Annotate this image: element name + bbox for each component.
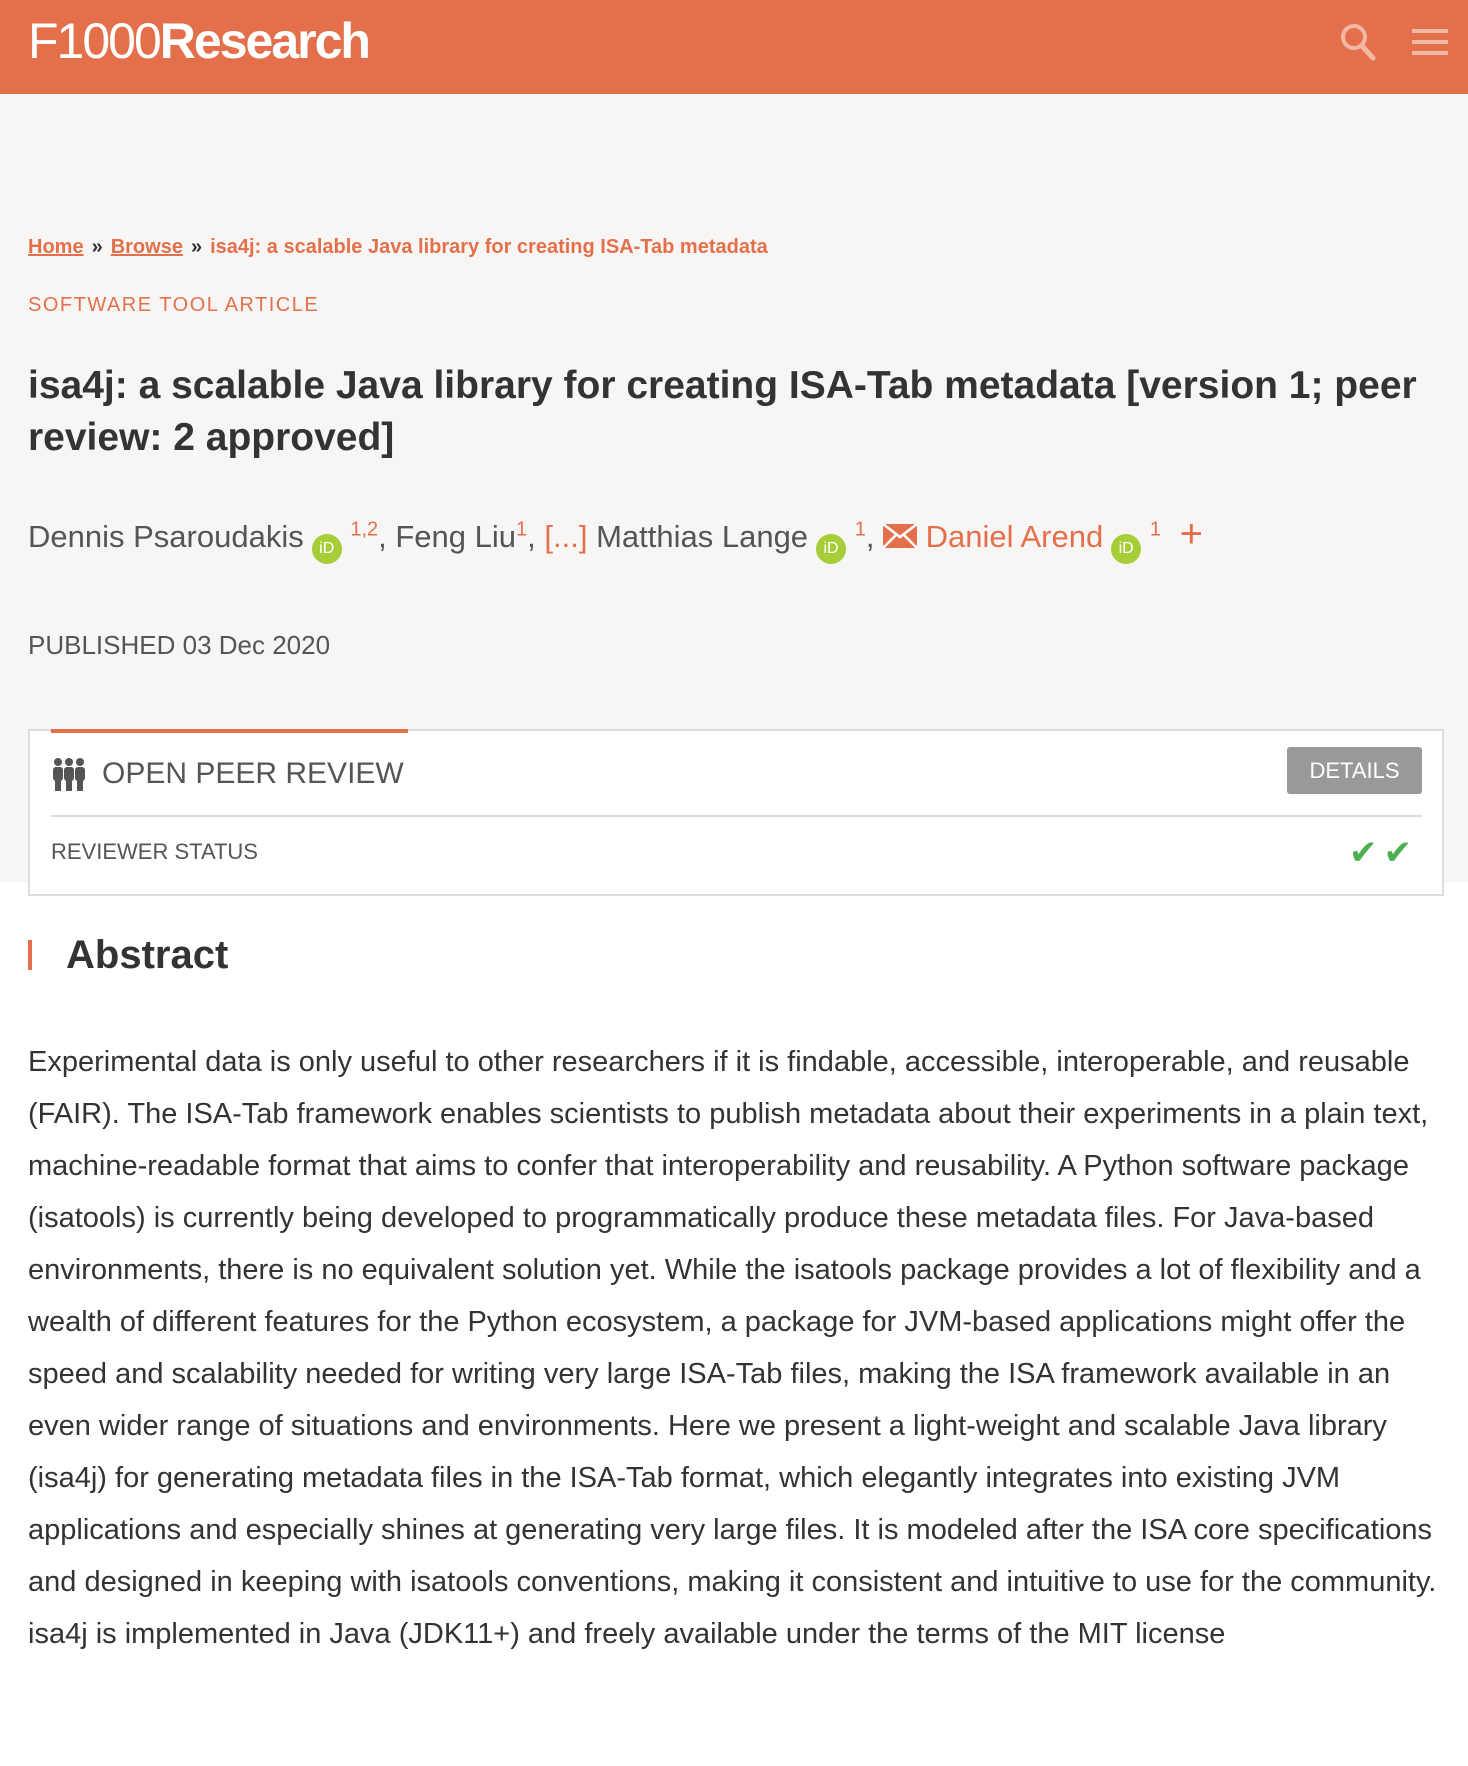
breadcrumb: Home » Browse » isa4j: a scalable Java library for creating ISA-Tab metadata: [28, 236, 768, 258]
plus-icon[interactable]: +: [1179, 512, 1203, 556]
divider: [51, 815, 1422, 817]
article-title: isa4j: a scalable Java library for creating ISA-Tab metadata [version 1; peer review: 2 approved]: [28, 364, 1417, 459]
abstract-paragraph: isa4j is implemented in Java (JDK11+) and freely available under the terms of the MIT license: [28, 1618, 1226, 1650]
article-type: SOFTWARE TOOL ARTICLE: [28, 294, 320, 316]
open-peer-review-panel: [28, 729, 1444, 896]
author-name[interactable]: Feng Liu: [395, 519, 517, 554]
orcid-icon[interactable]: iD: [312, 534, 342, 564]
breadcrumb-home[interactable]: Home: [28, 236, 84, 258]
site-header: [0, 0, 1468, 94]
menu-icon[interactable]: [1408, 20, 1452, 64]
published-date: PUBLISHED 03 Dec 2020: [28, 630, 331, 660]
reviewer-status-label: REVIEWER STATUS: [51, 839, 258, 864]
abstract-body: [28, 1036, 1448, 1660]
panel-accent-bar: [51, 729, 408, 733]
approved-check-icons[interactable]: ✔✔: [1349, 834, 1418, 872]
search-icon[interactable]: [1336, 20, 1380, 64]
author-list: Dennis Psaroudakis iD $^{1,2}$, Feng Liu$^1$, [...] Matthias Lange iD $^1$, Daniel Arend iD $^1$ +: [28, 512, 1203, 564]
abstract-paragraph: Experimental data is only useful to other researchers if it is findable, accessible, interoperable, and reusable (FAIR). The ISA-Tab framework enables scientists to publish metadata about their experiments in a plain text, machine-readable format that aims to confer that interoperability and reusability. A Python software package (isatools) is currently being developed to programmatically produce these metadata files. For Java-based environments, there is no equivalent solution yet. While the isatools package provides a lot of flexibility and a wealth of different features for the Python ecosystem, a package for JVM-based applications might offer the speed and scalability needed for writing very large ISA-Tab files, making the ISA framework available in an even wider range of situations and environments. Here we present a light-weight and scalable Java library (isa4j) for generating metadata files in the ISA-Tab format, which elegantly integrates into existing JVM applications and especially shines at generating very large files. It is modeled after the ISA core specifications and designed in keeping with isatools conventions, making it consistent and intuitive to use for the community.: [28, 1046, 1437, 1598]
review-title: OPEN PEER REVIEW: [102, 757, 404, 790]
f1000-logo[interactable]: F1000Research: [28, 13, 369, 69]
people-icon: [52, 757, 86, 791]
abstract-heading: Abstract: [28, 940, 228, 970]
details-button[interactable]: DETAILS: [1287, 747, 1422, 794]
email-icon[interactable]: [883, 524, 917, 548]
orcid-icon[interactable]: iD: [1111, 534, 1141, 564]
expand-authors-link[interactable]: [...]: [544, 519, 588, 554]
author-name[interactable]: Dennis Psaroudakis: [28, 519, 304, 554]
breadcrumb-browse[interactable]: Browse: [110, 236, 183, 258]
article-header-section: [0, 94, 1468, 882]
author-name[interactable]: Daniel Arend: [925, 519, 1104, 554]
author-name[interactable]: Matthias Lange: [596, 519, 809, 554]
orcid-icon[interactable]: iD: [816, 534, 846, 564]
breadcrumb-current: isa4j: a scalable Java library for creating ISA-Tab metadata: [210, 236, 768, 258]
